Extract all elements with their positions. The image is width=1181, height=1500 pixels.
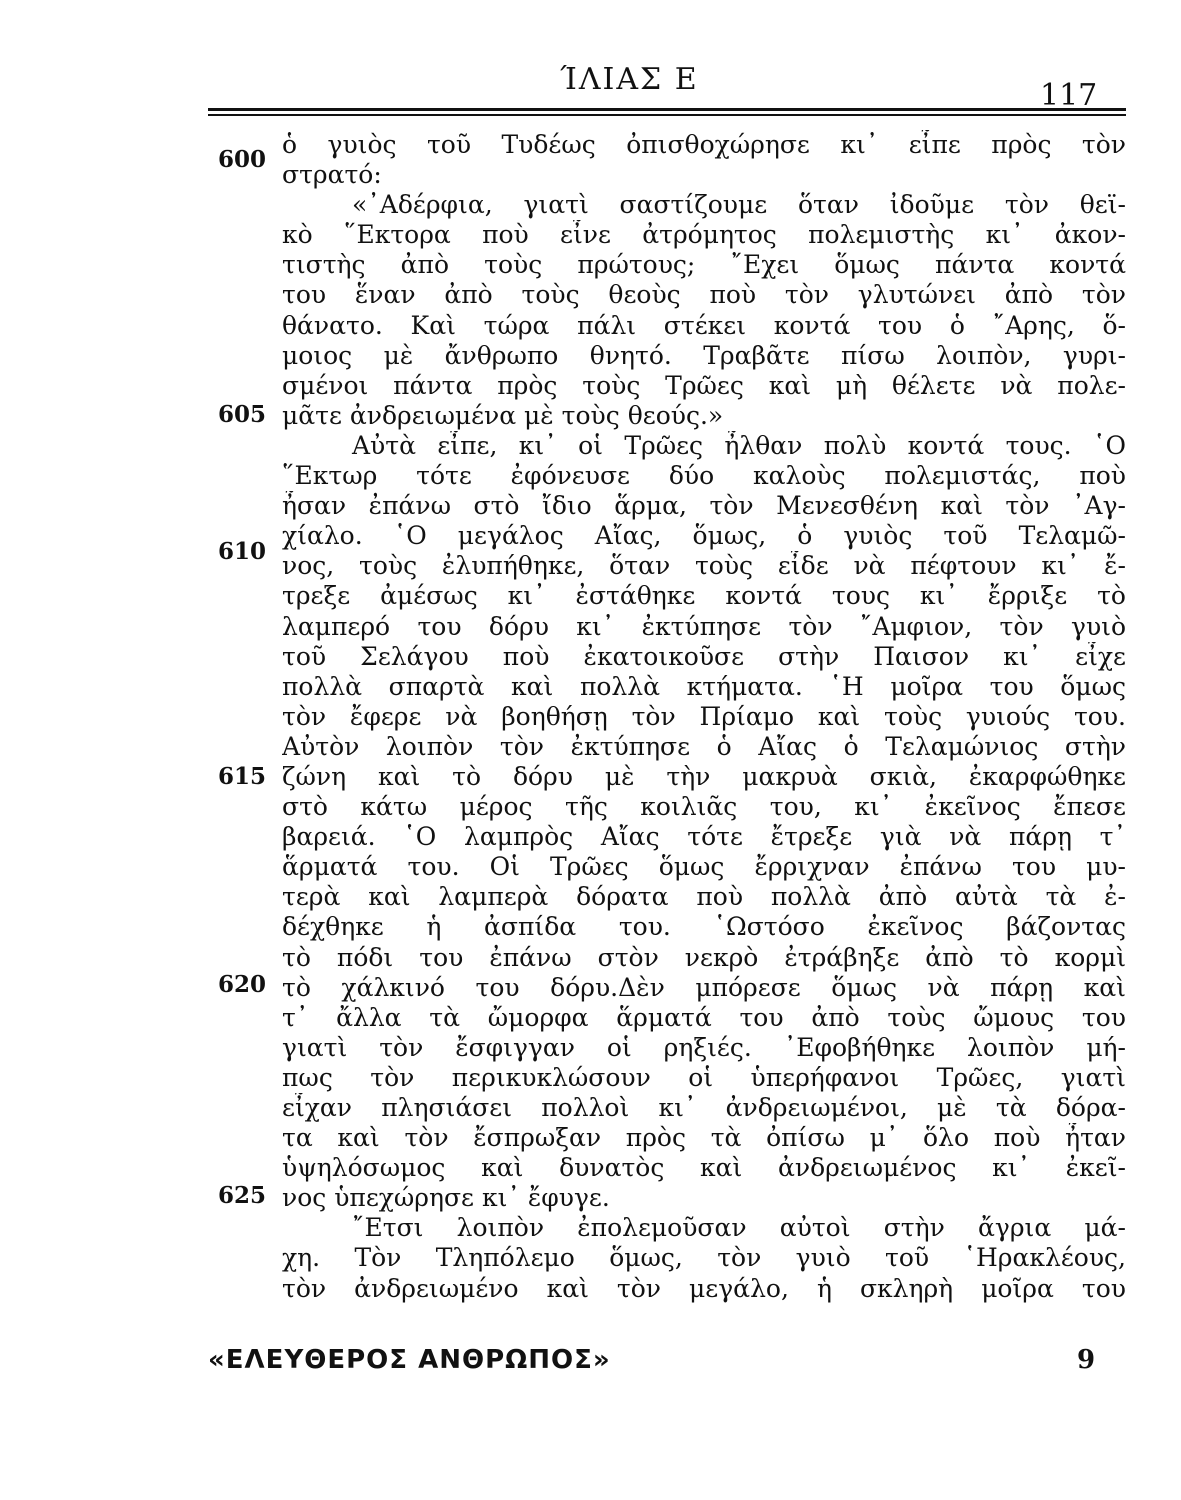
text-line: ὑψηλόσωμος καὶ δυνατὸς καὶ ἀνδρειωμένος κι᾽ ἐκεῖ- [282,1153,1126,1183]
text-line: χίαλο. ῾Ο μεγάλος Αἴας, ὅμως, ὁ γυιὸς τοῦ Τελαμῶ- [282,521,1126,551]
text-line: στὸ κάτω μέρος τῆς κοιλιᾶς του, κι᾽ ἐκεῖνος ἔπεσε [282,792,1126,822]
text-line: λαμπερό του δόρυ κι᾽ ἐκτύπησε τὸν ῎Αμφιον, τὸν γυιὸ [282,611,1126,641]
page-number: 117 [1040,78,1098,113]
text-line: γιατὶ τὸν ἔσφιγγαν οἱ ρηξιές. ᾽Εφοβήθηκε λοιπὸν μή- [282,1032,1126,1062]
line-number: 625 [218,1182,267,1209]
text-line: εἶχαν πλησιάσει πολλοὶ κι᾽ ἀνδρειωμένοι, μὲ τὰ δόρα- [282,1093,1126,1122]
line-number: 610 [218,538,267,565]
text-line: τιστὴς ἀπὸ τοὺς πρώτους; ῎Εχει ὅμως πάντα κοντά [282,250,1126,280]
text-line: δέχθηκε ἡ ἀσπίδα του. ῾Ωστόσο ἐκεῖνος βάζοντας [282,912,1126,942]
header-rule [208,108,1126,116]
text-line: τὸ πόδι του ἐπάνω στὸν νεκρὸ ἐτράβηξε ἀπὸ τὸ κορμὶ [282,942,1126,972]
text-line: χη. Τὸν Τληπόλεμο ὅμως, τὸν γυιὸ τοῦ ῾Ηρακλέους, [282,1243,1126,1273]
text-line: ὁ γυιὸς τοῦ Τυδέως ὀπισθοχώρησε κι᾽ εἶπε πρὸς τὸν [282,130,1126,159]
line-number: 620 [218,971,267,998]
text-line: κὸ ῞Εκτορα ποὺ εἶνε ἀτρόμητος πολεμιστὴς κι᾽ ἀκον- [282,220,1126,250]
text-line: πως τὸν περικυκλώσουν οἱ ὑπερήφανοι Τρῶες, γιατὶ [282,1062,1126,1092]
text-line: σμένοι πάντα πρὸς τοὺς Τρῶες καὶ μὴ θέλετε νὰ πολε- [282,370,1126,400]
text-line: ἦσαν ἐπάνω στὸ ἴδιο ἅρμα, τὸν Μενεσθένη καὶ τὸν ᾽Αγ- [282,491,1126,521]
main-text [282,130,1126,1304]
text-line: μᾶτε ἀνδρειωμένα μὲ τοὺς θεούς.» [282,400,724,430]
text-line: μοιος μὲ ἄνθρωπο θνητό. Τραβᾶτε πίσω λοιπὸν, γυρι- [282,340,1126,370]
text-line: τερὰ καὶ λαμπερὰ δόρατα ποὺ πολλὰ ἀπὸ αὐτὰ τὰ ἐ- [282,882,1126,912]
text-line: πολλὰ σπαρτὰ καὶ πολλὰ κτήματα. ῾Η μοῖρα του ὅμως [282,671,1126,701]
text-line: βαρειά. ῾Ο λαμπρὸς Αἴας τότε ἔτρεξε γιὰ νὰ πάρῃ τ᾽ [282,822,1126,852]
text-line: ἅρματά του. Οἱ Τρῶες ὅμως ἔρριχναν ἐπάνω του μυ- [282,852,1126,882]
text-line: θάνατο. Καὶ τώρα πάλι στέκει κοντά του ὁ ῎Αρης, ὅ- [282,310,1126,340]
running-head-title: ΊΛΙΑΣ Ε [560,62,699,97]
text-line: στρατό: [282,160,382,190]
text-line: τ᾽ ἄλλα τὰ ὤμορφα ἅρματά του ἀπὸ τοὺς ὤμους του [282,1002,1126,1032]
line-number: 615 [218,763,267,790]
text-line: «᾽Αδέρφια, γιατὶ σαστίζουμε ὅταν ἰδοῦμε τὸν θεϊ- [352,190,1126,220]
text-line: τρεξε ἀμέσως κι᾽ ἐστάθηκε κοντά τους κι᾽ ἔρριξε τὸ [282,581,1126,611]
signature-mark: 9 [1077,1345,1096,1375]
text-line: Αὐτὰ εἶπε, κι᾽ οἱ Τρῶες ἦλθαν πολὺ κοντά τους. ῾Ο [352,430,1126,460]
text-line: τοῦ Σελάγου ποὺ ἐκατοικοῦσε στὴν Παισον κι᾽ εἶχε [282,641,1126,671]
text-line: νος, τοὺς ἐλυπήθηκε, ὅταν τοὺς εἶδε νὰ πέφτουν κι᾽ ἔ- [282,551,1126,581]
text-line: τὸ χάλκινό του δόρυ.Δὲν μπόρεσε ὅμως νὰ πάρῃ καὶ [282,972,1126,1002]
line-number: 605 [218,401,267,428]
text-line: ῎Ετσι λοιπὸν ἐπολεμοῦσαν αὐτοὶ στὴν ἄγρια μά- [352,1213,1126,1243]
text-line: τὸν ἔφερε νὰ βοηθήσῃ τὸν Πρίαμο καὶ τοὺς γυιούς του. [282,701,1126,731]
publication-footer: «ΕΛΕΥΘΕΡΟΣ ΑΝΘΡΩΠΟΣ» [208,1345,611,1375]
text-line: ῞Εκτωρ τότε ἐφόνευσε δύο καλοὺς πολεμιστάς, ποὺ [282,461,1126,491]
line-number: 600 [218,146,267,173]
text-line: Αὐτὸν λοιπὸν τὸν ἐκτύπησε ὁ Αἴας ὁ Τελαμώνιος στὴν [282,731,1126,761]
text-line: νος ὑπεχώρησε κι᾽ ἔφυγε. [282,1183,610,1213]
text-line: τὸν ἀνδρειωμένο καὶ τὸν μεγάλο, ἡ σκληρὴ μοῖρα του [282,1273,1126,1303]
text-line: του ἕναν ἀπὸ τοὺς θεοὺς ποὺ τὸν γλυτώνει ἀπὸ τὸν [282,280,1126,310]
text-line: τα καὶ τὸν ἔσπρωξαν πρὸς τὰ ὀπίσω μ᾽ ὅλο ποὺ ἦταν [282,1123,1126,1153]
text-line: ζώνη καὶ τὸ δόρυ μὲ τὴν μακρυὰ σκιὰ, ἐκαρφώθηκε [282,761,1126,791]
